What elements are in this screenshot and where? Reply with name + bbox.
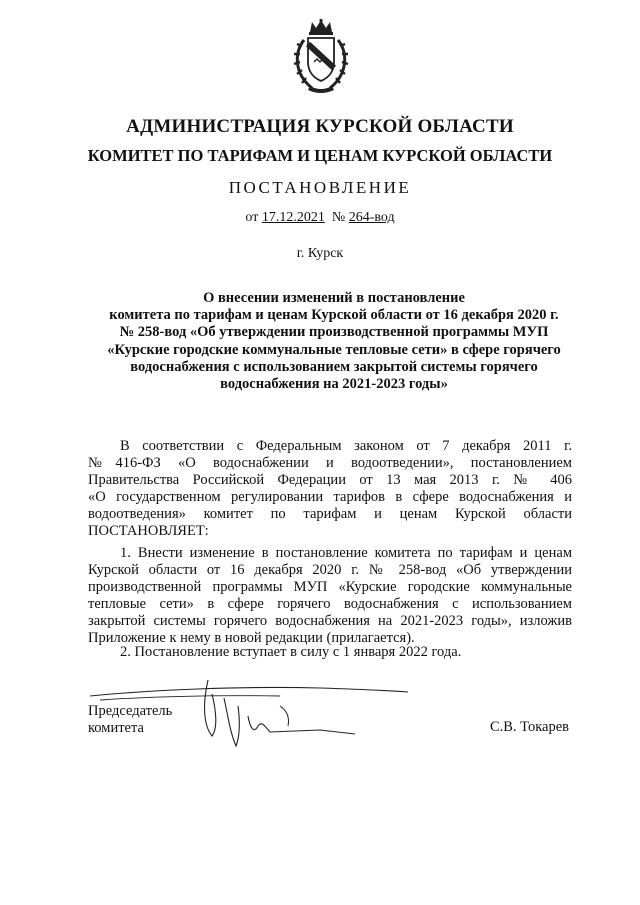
clause-1-paragraph xyxy=(88,545,572,646)
text-line: Приложение к нему в новой редакции (прилагается). xyxy=(88,629,415,646)
date-number-line xyxy=(0,210,640,226)
clause-2-paragraph xyxy=(88,644,572,661)
position-line: комитета xyxy=(88,720,144,736)
text-line: Курской области от 16 декабря 2020 г. № 258-вод «Об утверждении xyxy=(88,561,572,578)
text-line: Правительства Российской Федерации от 13 мая 2013 г. № 406 xyxy=(88,471,572,488)
title-line: «Курские городские коммунальные тепловые сети» в сфере горячего xyxy=(107,341,561,358)
title-line: № 258-вод «Об утверждении производственной программы МУП xyxy=(119,324,549,341)
text-line: «О государственном регулировании тарифов в сфере водоснабжения и xyxy=(88,488,572,505)
date-prefix: от xyxy=(245,210,259,225)
title-line: водоснабжения на 2021-2023 годы» xyxy=(220,376,448,393)
committee-name: КОМИТЕТ ПО ТАРИФАМ И ЦЕНАМ КУРСКОЙ ОБЛАСТИ xyxy=(87,146,553,165)
org-name: АДМИНИСТРАЦИЯ КУРСКОЙ ОБЛАСТИ xyxy=(126,116,514,137)
text-line: 2. Постановление вступает в силу с 1 января 2022 года. xyxy=(120,644,462,660)
document-title xyxy=(86,290,582,393)
signatory-name: С.В. Токарев xyxy=(489,719,569,735)
text-line: 1. Внести изменение в постановление комитета по тарифам и ценам xyxy=(120,545,572,561)
coat-of-arms-emblem xyxy=(290,18,352,96)
title-line: комитета по тарифам и ценам Курской области от 16 декабря 2020 г. xyxy=(109,307,559,324)
number-prefix: № xyxy=(331,210,346,225)
document-date: 17.12.2021 xyxy=(261,210,325,225)
text-line: водоотведения» комитет по тарифам и ценам Курской области xyxy=(88,505,572,522)
text-line: тепловые сети» в сфере горячего водоснабжения с использованием xyxy=(88,595,572,612)
text-line: №416-ФЗ «О водоснабжении и водоотведении», постановлением xyxy=(88,454,572,471)
title-line: водоснабжения с использованием закрытой системы горячего xyxy=(130,358,538,375)
text-line: закрытой системы горячего водоснабжения на 2021-2023 годы», изложив xyxy=(88,612,572,629)
title-line: О внесении изменений в постановление xyxy=(203,290,465,306)
document-type: ПОСТАНОВЛЕНИЕ xyxy=(228,178,412,197)
position-line: Председатель xyxy=(88,703,173,719)
text-line: производственной программы МУП «Курские городские коммунальные xyxy=(88,578,572,595)
preamble-paragraph xyxy=(88,438,572,539)
text-line: ПОСТАНОВЛЯЕТ: xyxy=(88,522,209,539)
document-number: 264-вод xyxy=(348,210,395,225)
text-line: В соответствии с Федеральным законом от 7 декабря 2011 г. xyxy=(120,438,572,454)
city: г. Курск xyxy=(296,246,344,261)
signatory-position xyxy=(88,703,172,737)
